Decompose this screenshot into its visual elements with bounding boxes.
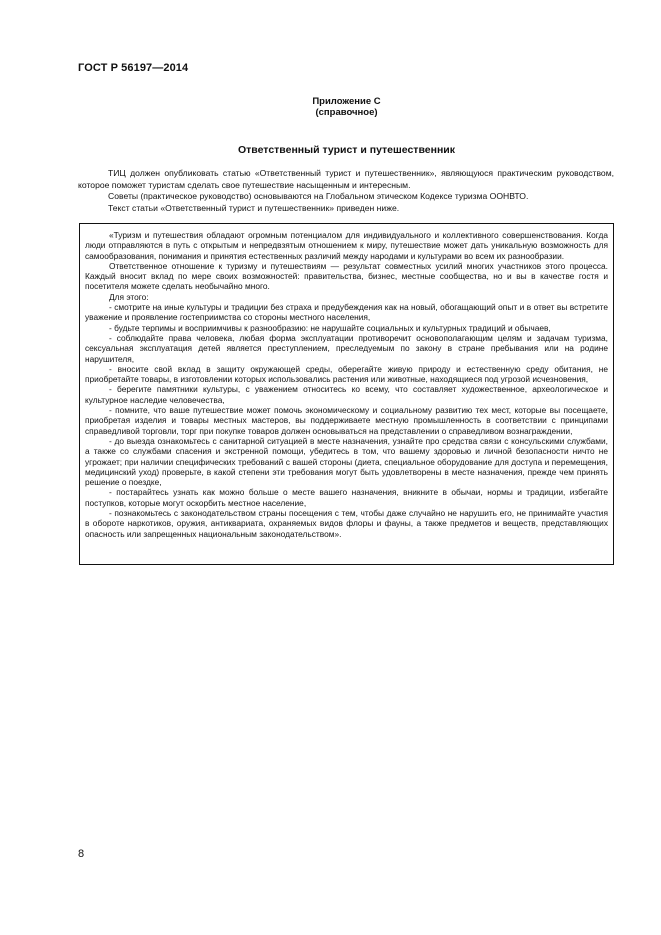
box-list-item: - соблюдайте права человека, любая форма эксплуатации противоречит основополагающим целям и задачам туризма, сексуальная эксплуатация детей является преступлением, преследуемым по закону в стране пребывания или на родине нарушителя, — [85, 332, 608, 364]
box-list-item: - берегите памятники культуры, с уважением относитесь ко всему, что составляет художественное, археологическое и культурное наследие человечества, — [85, 384, 608, 405]
box-list-item: - будьте терпимы и восприимчивы к разнообразию: не нарушайте социальных и культурных традиций и обычаев, — [109, 322, 551, 333]
box-paragraph: Для этого: — [109, 291, 149, 302]
document-code: ГОСТ Р 56197—2014 — [78, 62, 189, 74]
appendix-title: Приложение С — [312, 96, 381, 107]
section-title: Ответственный турист и путешественник — [237, 144, 455, 156]
box-list-item: - помните, что ваше путешествие может помочь экономическому и социальному развитию тех мест, которые вы посещаете, приобретая изделия и товары местных мастеров, вы поддерживаете местную промышленность в соответствии с принципами справедливой торговли, торг при покупке товаров должен основываться на представлении о справедливом вознаграждении, — [85, 405, 608, 436]
box-list-item: - до выезда ознакомьтесь с санитарной ситуацией в месте назначения, узнайте про средства связи с консульскими службами, а также со службами спасения и экстренной помощи, убедитесь в том, что вашему здоровью и личной безопасности ничто не угрожает; при наличии специфических требований с вашей стороны (диета, специальное оборудование для доступа и перемещения, медицинский уход) проверьте, в какой степени эти требования могут быть удовлетворены в месте назначения, прежде чем принять решение о поездке, — [85, 435, 608, 488]
box-list-item: - познакомьтесь с законодательством страны посещения с тем, чтобы даже случайно не нарушить его, не принимайте участия в обороте наркотиков, оружия, антиквариата, охраняемых видов флоры и фауны, а также предметов и веществ, представляющих опасность или запрещенных национальным законодательством». — [85, 508, 608, 539]
intro-paragraph: Советы (практическое руководство) основываются на Глобальном этическом Кодексе туризма ООНВТО. — [108, 191, 529, 202]
appendix-heading — [0, 96, 661, 118]
intro-paragraph: ТИЦ должен опубликовать статью «Ответственный турист и путешественник», являющуюся практическим руководством, которое поможет туристам сделать свое путешествие насыщенным и интересным. — [78, 168, 614, 190]
box-list-item: - постарайтесь узнать как можно больше о месте вашего назначения, вникните в обычаи, нормы и традиции, избегайте поступков, которые могут оскорбить местное население, — [85, 487, 608, 508]
page-number: 8 — [78, 848, 85, 860]
intro-text — [78, 168, 614, 214]
box-list-item: - смотрите на иные культуры и традиции без страха и предубеждения как на новый, обогащающий опыт и в ответ вы встретите уважение и проявление гостеприимства со стороны местного населения, — [85, 302, 608, 323]
box-list-item: - вносите свой вклад в защиту окружающей среды, оберегайте живую природу и естественную среду обитания, не приобретайте товары, в изготовлении которых использовались растения или животные, находящиеся под угрозой исчезновения, — [85, 363, 608, 385]
article-text-box — [79, 223, 614, 565]
box-paragraph: «Туризм и путешествия обладают огромным потенциалом для индивидуального и коллективного совершенствования. Когда люди отправляются в путь с открытым и непредвзятым отношением к миру, путешествие может дать уникальную возможность для самообразования, понимания и принятия естественных различий между народами и культурами во всем их разнообразии. — [85, 230, 608, 261]
intro-paragraph: Текст статьи «Ответственный турист и путешественник» приведен ниже. — [108, 202, 400, 213]
appendix-subtitle: (справочное) — [315, 107, 378, 118]
box-paragraph: Ответственное отношение к туризму и путешествиям — результат совместных усилий многих участников этого процесса. Каждый вносит вклад по мере своих возможностей: правительства, бизнес, местные сообщества, но и вы в качестве гостя и посетителя можете сделать необычайно много. — [85, 260, 608, 292]
